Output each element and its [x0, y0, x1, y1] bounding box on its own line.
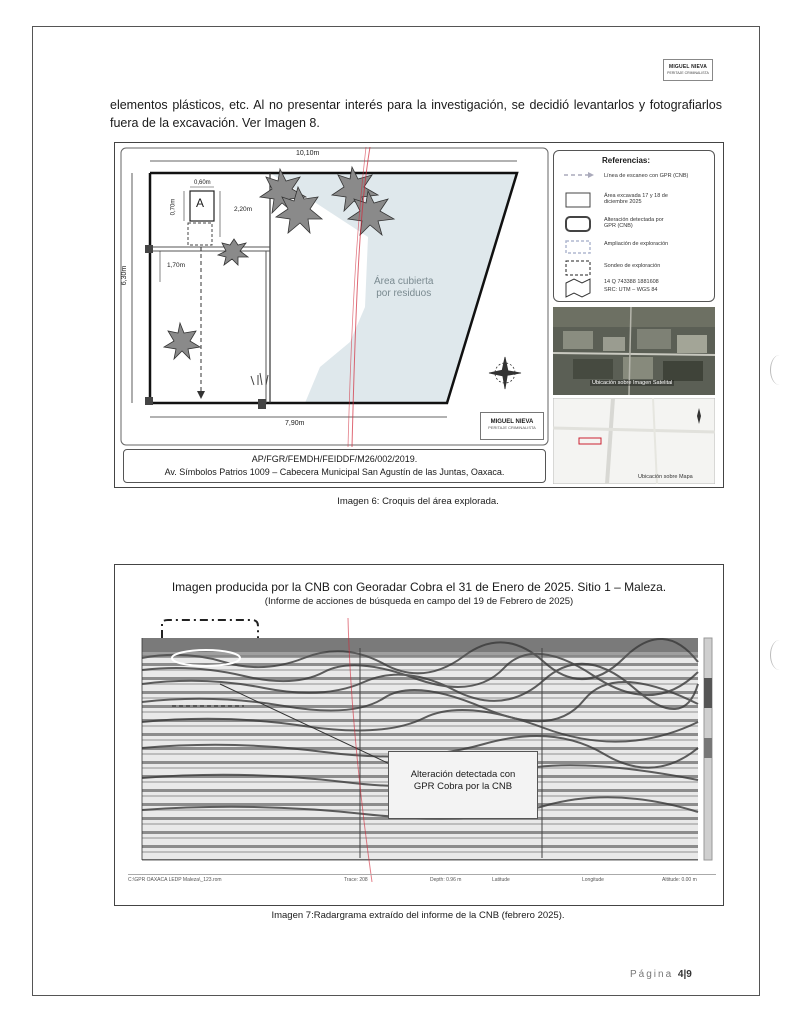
page-edge-mark — [770, 640, 789, 670]
legend-coords: 14 Q 743388 1881608 — [604, 279, 659, 285]
dim-a-height-label: 0,70m — [170, 198, 177, 216]
legend-item-scan-line: Línea de escaneo con GPR (CNB) — [604, 173, 689, 179]
sketch-logo-name: MIGUEL NIEVA — [490, 419, 534, 425]
legend-item-probe: Sondeo de exploración — [604, 263, 661, 269]
legend-symbols — [560, 169, 596, 299]
site-sketch — [120, 147, 550, 447]
area-label — [374, 276, 433, 300]
status-depth: Depth: 0.96 m — [430, 877, 462, 883]
legend-box — [553, 150, 715, 302]
callout-line1: Alteración detectada con — [410, 769, 516, 780]
legend-item-expansion: Ampliación de exploración — [604, 241, 669, 247]
dim-a-width-label: 0,60m — [194, 180, 211, 186]
radar-status-bar — [128, 874, 716, 885]
intro-paragraph: elementos plásticos, etc. Al no presentar interés para la investigación, se decidió levantarlos y fotografiarlos fuera de la excavación. Ver Imagen 8. — [110, 98, 722, 130]
page-word: Página — [630, 969, 674, 980]
case-info-box — [123, 449, 546, 483]
legend-srs: SRC: UTM – WGS 84 — [604, 287, 658, 293]
status-longitude: Longitude — [582, 877, 604, 883]
radar-title: Imagen producida por la CNB con Georadar Cobra el 31 de Enero de 2025. Sitio 1 – Maleza. — [171, 580, 667, 594]
gpr-callout — [388, 751, 538, 819]
excavation-a-label: A — [196, 196, 205, 210]
logo-subtitle: PERITAJE CRIMINALISTA — [667, 71, 709, 75]
sketch-logo-subtitle: PERITAJE CRIMINALISTA — [488, 425, 536, 430]
status-altitude: Altitude: 0.00 m — [662, 877, 697, 883]
case-address: Av. Símbolos Patrios 1009 – Cabecera Municipal San Agustín de las Juntas, Oaxaca. — [164, 467, 505, 477]
figure-7-caption: Imagen 7:Radargrama extraído del informe de la CNB (febrero 2025). — [271, 910, 565, 921]
page-number: 4|9 — [677, 969, 692, 980]
radargram — [124, 618, 720, 882]
map-image — [553, 398, 715, 484]
dim-170-label: 1,70m — [167, 262, 186, 269]
radar-subtitle: (Informe de acciones de búsqueda en campo del 19 de Febrero de 2025) — [264, 596, 574, 607]
page-edge-mark — [770, 355, 789, 385]
dim-220-label: 2,20m — [234, 206, 253, 213]
status-file: C:\GPR OAXACA LEDP Maleza\_123.rom — [128, 877, 222, 883]
figure-6-caption: Imagen 6: Croquis del área explorada. — [337, 496, 499, 507]
page-footer — [630, 969, 692, 980]
legend-title: Referencias: — [602, 156, 651, 165]
sketch-logo — [480, 412, 544, 440]
legend-item-excavated-area: Área excavada 17 y 18 de diciembre 2025 — [604, 193, 668, 205]
callout-line2: GPR Cobra por la CNB — [413, 781, 513, 792]
dim-left-label: 6,30m — [121, 265, 129, 286]
area-label-line2: por residuos — [376, 288, 432, 299]
logo-name: MIGUEL NIEVA — [668, 64, 708, 70]
map-label: Ubicación sobre Mapa — [638, 474, 693, 480]
legend-item-gpr-alteration: Alteración detectada por GPR (CNB) — [604, 217, 664, 229]
dim-bottom-label: 7,90m — [285, 420, 305, 427]
satellite-label: Ubicación sobre Imagen Satelital — [592, 380, 673, 386]
header-logo — [663, 59, 713, 81]
case-number: AP/FGR/FEMDH/FEIDDF/M26/002/2019. — [251, 454, 418, 464]
status-trace: Trace: 208 — [344, 877, 368, 883]
status-latitude: Latitude — [492, 877, 510, 883]
area-label-line1: Área cubierta — [374, 276, 434, 287]
dim-top-label: 10,10m — [296, 150, 320, 157]
